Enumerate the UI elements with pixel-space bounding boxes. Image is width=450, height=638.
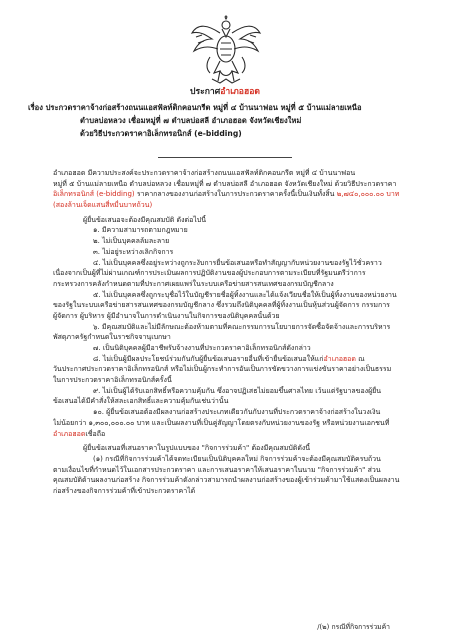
item-9-line-2: ข้อเสนอได้มีคำสั่งให้สละเอกสิทธิ์และความคุ้มกันเช่นว่านั้น — [53, 397, 229, 406]
subject-line-1: ประกวดราคาจ้างก่อสร้างถนนแอสฟัลท์ติกคอนกรีต หมู่ที่ ๔ บ้านนาฟอน หมู่ที่ ๕ บ้านแม่ลายเหนือ — [45, 103, 362, 112]
item-10-line-3: เชื่อถือ — [85, 429, 106, 438]
consortium-line-2: ตามเงื่อนไขที่กำหนดไว้ในเอกสารประกวดราคา และการเสนอราคาให้เสนอราคาในนาม "กิจการร่วมค้า" ส่วน — [53, 465, 381, 474]
issuer-name: อำเภอฮอด — [220, 87, 260, 97]
item-8-line-1-end: ณ — [355, 354, 365, 363]
item-7: ๗. เป็นนิติบุคคลผู้มีอาชีพรับจ้างงานที่ประกวดราคาอิเล็กทรอนิกส์ดังกล่าว — [93, 344, 311, 352]
continuation-note: /(๒) กรณีที่กิจการร่วมค้า — [317, 623, 390, 631]
item-4-line-1: ๔. ไม่เป็นบุคคลซึ่งอยู่ระหว่างถูกระงับการยื่นข้อเสนอหรือทำสัญญากับหน่วยงานของรัฐไว้ชั่วคราว — [93, 258, 382, 267]
subject-line-2: ตำบลบ่อหลวง เชื่อมหมู่ที่ ๗ ตำบลบ่อสลี อำเภอฮอด จังหวัดเชียงใหม่ — [80, 116, 302, 125]
item-4-line-2: เนื่องจากเป็นผู้ที่ไม่ผ่านเกณฑ์การประเมินผลการปฏิบัติงานของผู้ประกอบการตามระเบียบที่รัฐมนตรีว่าการ — [53, 269, 366, 278]
issuer-heading — [0, 87, 450, 97]
item-6-line-1: ๖. มีคุณสมบัติและไม่มีลักษณะต้องห้ามตามที่คณะกรรมการนโยบายการจัดซื้อจัดจ้างและการบริหาร — [93, 322, 391, 331]
item-1: ๑. มีความสามารถตามกฎหมาย — [93, 226, 188, 235]
item-3: ๓. ไม่อยู่ระหว่างเลิกกิจการ — [93, 247, 174, 256]
item-8-line-1: ๘. ไม่เป็นผู้มีผลประโยชน์ร่วมกันกับผู้ยื่นข้อเสนอรายอื่นที่เข้ายื่นข้อเสนอให้แก่ — [93, 354, 324, 363]
item-8-issuer: อำเภอฮอด — [323, 354, 356, 363]
item-10-issuer: อำเภอฮอด — [53, 429, 86, 438]
consortium-intro: ผู้ยื่นข้อเสนอที่เสนอราคาในรูปแบบของ "กิจการร่วมค้า" ต้องมีคุณสมบัติดังนี้ — [83, 444, 311, 453]
intro-line-3: ราคากลางของงานก่อสร้างในการประกวดราคาครั้งนี้เป็นเงินทั้งสิ้น — [134, 190, 337, 199]
consortium-line-4: ก่อสร้างของกิจการร่วมค้าที่เข้าประกวดราคาได้ — [53, 486, 196, 495]
item-8-line-3: ในการประกวดราคาอิเล็กทรอนิกส์ครั้งนี้ — [53, 376, 172, 385]
subject-line-3: ด้วยวิธีประกวดราคาอิเล็กทรอนิกส์ (e-bidding) — [80, 129, 242, 138]
item-5-line-3: ผู้จัดการ ผู้บริหาร ผู้มีอำนาจในการดำเนินงานในกิจการของนิติบุคคลนั้นด้วย — [53, 311, 280, 320]
consortium-line-3: คุณสมบัติด้านผลงานก่อสร้าง กิจการร่วมค้าดังกล่าวสามารถนำผลงานก่อสร้างของผู้เข้าร่วมค้ามาใช้แสดงเป็นผลงาน — [53, 476, 400, 485]
issuer-prefix: ประกาศ — [190, 87, 221, 97]
title-divider — [158, 157, 292, 158]
item-9-line-1: ๙. ไม่เป็นผู้ได้รับเอกสิทธิ์หรือความคุ้มกัน ซึ่งอาจปฏิเสธไม่ยอมขึ้นศาลไทย เว้นแต่รัฐบาลของผู้ยื่น — [93, 386, 382, 395]
item-10-line-2: ไม่น้อยกว่า ๑,๓๐๐,๐๐๐.๐๐ บาท และเป็นผลงานที่เป็นคู่สัญญาโดยตรงกับหน่วยงานของรัฐ หรือหน่วยงานเอกชนที่ — [53, 418, 390, 427]
item-10-line-1: ๑๐. ผู้ยื่นข้อเสนอต้องมีผลงานก่อสร้างประเภทเดียวกันกับงานที่ประกวดราคาจ้างก่อสร้างในวงเงิน — [93, 408, 381, 417]
garuda-emblem-icon — [190, 13, 262, 87]
budget-amount: ๒,๗๔๐,๐๐๐.๐๐ บาท — [336, 190, 400, 199]
item-8-line-2: วันประกาศประกวดราคาอิเล็กทรอนิกส์ หรือไม่เป็นผู้กระทำการอันเป็นการขัดขวางการแข่งขันราคาอย่างเป็นธรรม — [53, 365, 392, 374]
intro-line-1: อำเภอฮอด มีความประสงค์จะประกวดราคาจ้างก่อสร้างถนนแอสฟัลท์ติกคอนกรีต หมู่ที่ ๔ บ้านนาฟอน — [53, 169, 356, 177]
consortium-line-1: (๑) กรณีที่กิจการร่วมค้าได้จดทะเบียนเป็นนิติบุคคลใหม่ กิจการร่วมค้าจะต้องมีคุณสมบัติครบถ้วน — [93, 454, 381, 463]
item-5-line-2: ของรัฐในระบบเครือข่ายสารสนเทศของกรมบัญชีกลาง ซึ่งรวมถึงนิติบุคคลที่ผู้ทิ้งงานเป็นหุ้นส่วนผู้จัดการ กรรมการ — [53, 301, 390, 310]
item-6-line-2: พัสดุภาครัฐกำหนดในราชกิจจานุเบกษา — [53, 333, 171, 342]
announcement-body — [53, 168, 421, 497]
intro-line-2: หมู่ที่ ๕ บ้านแม่ลายเหนือ ตำบลบ่อหลวง เชื่อมหมู่ที่ ๗ ตำบลบ่อสลี อำเภอฮอด จังหวัดเชียงใหม่ ด้วยวิธีประกวดราคา — [53, 179, 397, 188]
budget-amount-words: (สองล้านเจ็ดแสนสี่หมื่นบาทถ้วน) — [53, 201, 153, 210]
item-2: ๒. ไม่เป็นบุคคลล้มละลาย — [93, 237, 170, 246]
item-4-line-3: กระทรวงการคลังกำหนดตามที่ประกาศเผยแพร่ในระบบเครือข่ายสารสนเทศของกรมบัญชีกลาง — [53, 279, 334, 288]
item-5-line-1: ๕. ไม่เป็นบุคคลซึ่งถูกระบุชื่อไว้ในบัญชีรายชื่อผู้ทิ้งงานและได้แจ้งเวียนชื่อให้เป็นผู้ทิ้งงานของหน่วยงาน — [93, 290, 397, 299]
intro-ebidding: อิเล็กทรอนิกส์ (e-bidding) — [53, 190, 135, 199]
qualification-intro: ผู้ยื่นข้อเสนอจะต้องมีคุณสมบัติ ดังต่อไปนี้ — [83, 215, 207, 224]
subject-label: เรื่อง — [28, 103, 43, 112]
subject-block — [28, 101, 428, 140]
